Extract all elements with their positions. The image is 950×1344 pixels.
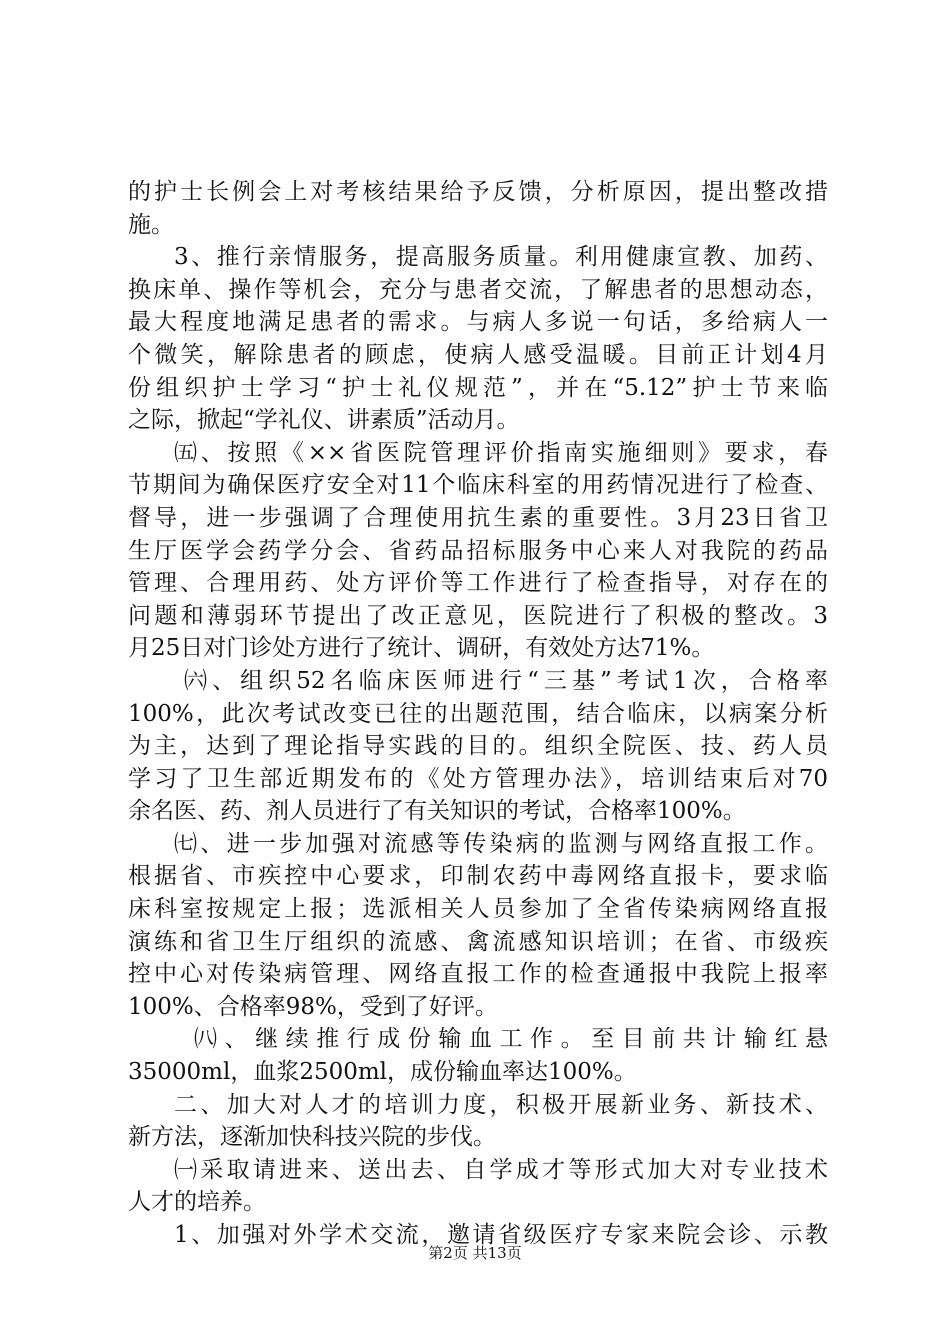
text-line: 人才的培养。 [128, 1189, 266, 1216]
text-line: 问题和薄弱环节提出了改正意见，医院进行了积极的整改。3 [128, 602, 828, 629]
text-line: 余名医、药、剂人员进行了有关知识的考试，合格率100%。 [128, 798, 746, 825]
text-line: 管理、合理用药、处方评价等工作进行了检查指导，对存在的 [128, 570, 828, 597]
text-line: 35000ml，血浆2500ml，成份输血率达100%。 [128, 1059, 637, 1086]
text-line: ㈦、进一步加强对流感等传染病的监测与网络直报工作。 [174, 830, 828, 857]
text-line: 换床单、操作等机会，充分与患者交流，了解患者的思想动态， [128, 276, 828, 303]
text-line: 学习了卫生部近期发布的《处方管理办法》，培训结束后对70 [128, 765, 828, 792]
text-line: 之际，掀起“学礼仪、讲素质”活动月。 [128, 407, 520, 434]
text-line: 演练和省卫生厅组织的流感、禽流感知识培训；在省、市级疾 [128, 928, 828, 955]
text-line: 生厅医学会药学分会、省药品招标服务中心来人对我院的药品 [128, 537, 828, 564]
text-line: 最大程度地满足患者的需求。与病人多说一句话，多给病人一 [128, 309, 828, 336]
text-line: 100%、合格率98%，受到了好评。 [128, 993, 498, 1020]
document-body [128, 176, 828, 1252]
text-line: 个微笑，解除患者的顾虑，使病人感受温暖。目前正计划4月 [128, 341, 828, 368]
text-line: 二、加大对人才的培训力度，积极开展新业务、新技术、 [174, 1091, 828, 1118]
text-line: ㈥、组织52名临床医师进行“三基”考试1次，合格率 [184, 667, 828, 694]
text-line: 节期间为确保医疗安全对11个临床科室的用药情况进行了检查、 [128, 472, 828, 499]
text-line: 月25日对门诊处方进行了统计、调研，有效处方达71%。 [128, 635, 715, 662]
text-line: 新方法，逐渐加快科技兴院的步伐。 [128, 1124, 496, 1151]
text-line: 控中心对传染病管理、网络直报工作的检查通报中我院上报率 [128, 961, 828, 988]
text-line: 3、推行亲情服务，提高服务质量。利用健康宣教、加药、 [174, 244, 828, 271]
text-line: 根据省、市疾控中心要求，印制农药中毒网络直报卡，要求临 [128, 863, 828, 890]
text-line: 的护士长例会上对考核结果给予反馈，分析原因，提出整改措 [128, 179, 828, 205]
text-line: 为主，达到了理论指导实践的目的。组织全院医、技、药人员 [128, 733, 828, 760]
text-line: 1、加强对外学术交流，邀请省级医疗专家来院会诊、示教 [174, 1222, 828, 1248]
text-line: 100%，此次考试改变已往的出题范围，结合临床，以病案分析 [128, 700, 828, 727]
text-line: 督导，进一步强调了合理使用抗生素的重要性。3月23日省卫 [128, 504, 828, 531]
text-line: ㈧、继续推行成份输血工作。至目前共计输红悬 [194, 1026, 828, 1053]
page-footer: 第2页 共13页 [428, 1244, 522, 1262]
text-line: 施。 [128, 211, 174, 238]
text-line: ㈤、按照《××省医院管理评价指南实施细则》要求，春 [174, 439, 828, 466]
text-line: ㈠采取请进来、送出去、自学成才等形式加大对专业技术 [174, 1156, 828, 1183]
text-line: 份组织护士学习“护士礼仪规范”，并在“5.12”护士节来临 [128, 374, 828, 401]
text-line: 床科室按规定上报；选派相关人员参加了全省传染病网络直报 [128, 896, 828, 923]
